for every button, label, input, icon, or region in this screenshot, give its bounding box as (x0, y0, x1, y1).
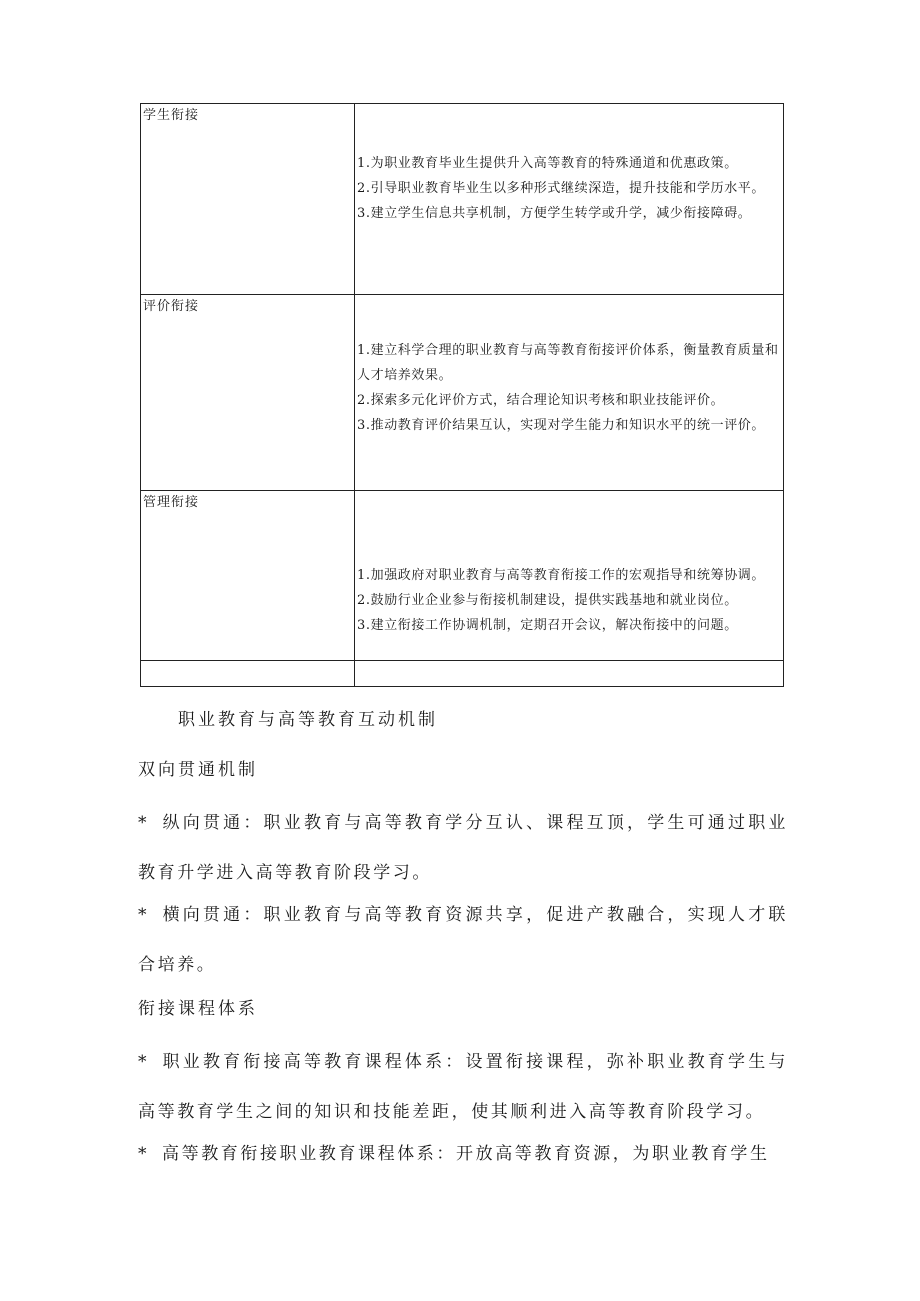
empty-cell (141, 661, 355, 687)
list-item: 1.建立科学合理的职业教育与高等教育衔接评价体系，衡量教育质量和人才培养效果。 (357, 343, 779, 383)
subsection-heading: 衔接课程体系 (138, 999, 258, 1019)
bullet-mark: * (138, 1144, 150, 1164)
bullet-mark: * (138, 813, 150, 833)
list-item: 2.鼓励行业企业参与衔接机制建设，提供实践基地和就业岗位。 (357, 593, 738, 608)
bullet-mark: * (138, 905, 150, 925)
row-label: 管理衔接 (143, 495, 200, 510)
bullet-text: 纵向贯通：职业教育与高等教育学分互认、课程互顶，学生可通过职业教育升学进入高等教育阶段学习。 (138, 813, 788, 883)
row-content-cell (355, 491, 784, 661)
row-label-cell (141, 295, 355, 491)
row-label-cell (141, 104, 355, 295)
list-item: 3.推动教育评价结果互认，实现对学生能力和知识水平的统一评价。 (357, 418, 766, 433)
bullet-paragraph (138, 798, 788, 898)
list-item: 1.加强政府对职业教育与高等教育衔接工作的宏观指导和统筹协调。 (357, 568, 766, 583)
row-label: 评价衔接 (143, 299, 200, 314)
table-row (141, 295, 784, 491)
section-title: 职业教育与高等教育互动机制 (178, 710, 438, 730)
list-item: 2.探索多元化评价方式，结合理论知识考核和职业技能评价。 (357, 393, 725, 408)
empty-cell (355, 661, 784, 687)
list-item: 3.建立学生信息共享机制，方便学生转学或升学，减少衔接障碍。 (357, 206, 752, 221)
list-item: 3.建立衔接工作协调机制，定期召开会议，解决衔接中的问题。 (357, 618, 738, 633)
bullet-paragraph (138, 1129, 788, 1179)
row-content-cell (355, 104, 784, 295)
bullet-text: 职业教育衔接高等教育课程体系：设置衔接课程，弥补职业教育学生与高等教育学生之间的知识和技能差距，使其顺利进入高等教育阶段学习。 (138, 1052, 788, 1122)
bullet-paragraph (138, 890, 788, 990)
bullet-text: 横向贯通：职业教育与高等教育资源共享，促进产教融合，实现人才联合培养。 (138, 905, 788, 975)
row-label-cell (141, 491, 355, 661)
list-item: 1.为职业教育毕业生提供升入高等教育的特殊通道和优惠政策。 (357, 156, 738, 171)
table-row (141, 104, 784, 295)
list-item: 2.引导职业教育毕业生以多种形式继续深造，提升技能和学历水平。 (357, 181, 766, 196)
bullet-text: 高等教育衔接职业教育课程体系：开放高等教育资源，为职业教育学生 (162, 1144, 770, 1164)
table-row (141, 491, 784, 661)
bullet-mark: * (138, 1052, 150, 1072)
row-content-cell (355, 295, 784, 491)
bullet-paragraph (138, 1037, 788, 1137)
articulation-table (140, 103, 784, 687)
row-label: 学生衔接 (143, 108, 200, 123)
subsection-heading: 双向贯通机制 (138, 760, 258, 780)
table-row-empty (141, 661, 784, 687)
